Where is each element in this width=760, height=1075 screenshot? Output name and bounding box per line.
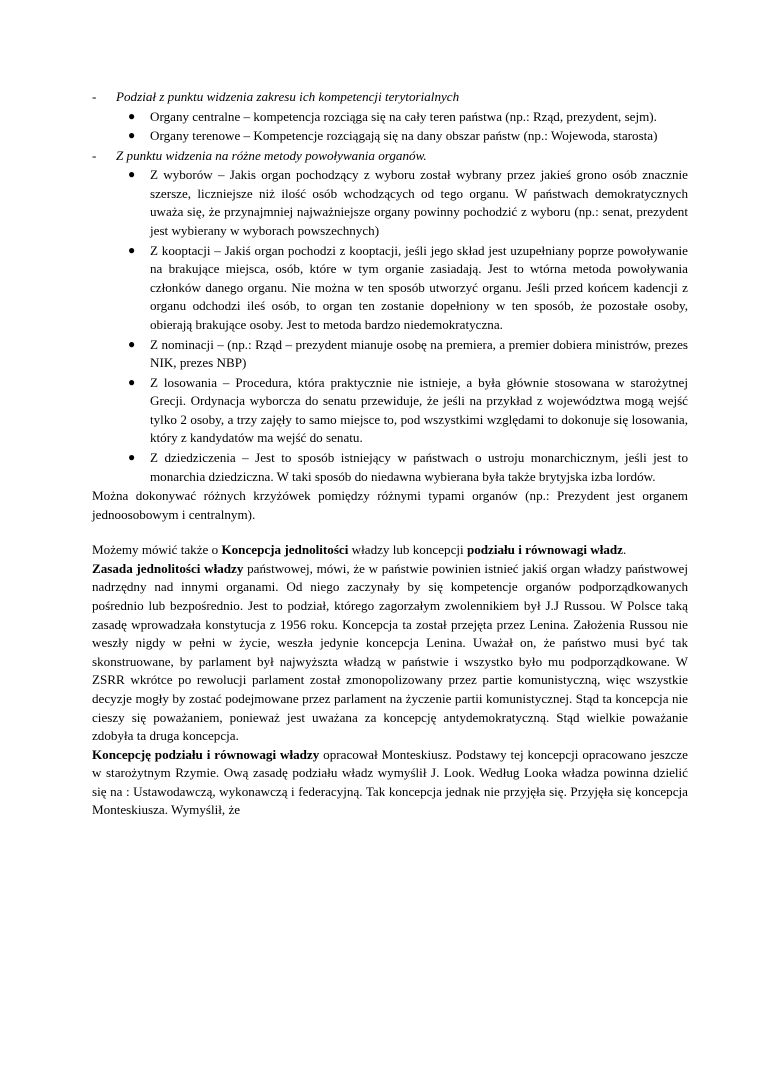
dot-bullet-icon: ●: [128, 128, 136, 143]
list-item-text: Z nominacji – (np.: Rząd – prezydent mianuje osobę na premiera, a premier dobiera ministrów, prezes NIK, prezes NBP): [150, 336, 688, 371]
dot-bullet-icon: ●: [128, 374, 136, 389]
section-heading: Z punktu widzenia na różne metody powoływania organów.: [116, 147, 427, 163]
list-item-text: Z dziedziczenia – Jest to sposób istniejący w państwach o ustroju monarchicznym, jeśli jest to monarchia dziedziczna. W taki sposób do niedawna wybierana była także brytyjska izba lordów.: [150, 449, 688, 484]
list-item: [128, 374, 688, 448]
run-text: państwowej, mówi, że w państwie powinien istnieć jakiś organ władzy państwowej nadrzędny nad innymi organami. Od niego zaczynały by się kompetencje organów podporządkowanych pośrednio lub bezpośrednio. Jest to podział, którego zagorzałym zwolennikiem był J.J Russou. W Polsce taką zasadę wprowadzała konstytucja z 1956 roku. Koncepcja ta został przejęta przez Lenina. Założenia Russou nie weszły nigdy w pełni w życie, weszła jedynie koncepcja Lenina. Uważał on, że państwo musi być tak skonstruowane, by parlament był najwyższta władzą w państwie i wszystko było mu podporządkowane. W ZSRR wkrótce po rewolucji parlament został zmonopolizowany przez partie komunistyczną, więc wszystkie decyzje mogły by zostać podejmowane przez parlament na życzenie partii komunistycznej. Stąd ta koncepcja nie cieszy się poważaniem, ponieważ jest uważana za koncepcję antydemokratyczną. Stąd wielkie poważanie zdobyła ta druga koncepcja.: [92, 560, 688, 744]
section-heading: Podział z punktu widzenia zakresu ich kompetencji terytorialnych: [116, 89, 460, 104]
dot-bullet-icon: ●: [128, 167, 136, 182]
list-item: [128, 336, 688, 373]
list-item-text: Z wyborów – Jakis organ pochodzący z wyboru został wybrany przez jakieś grono osób znacznie szersze, liczniejsze niż ilość osób wchodzących od tego organu. W państwach demokratycznych uważa się, że przynajmniej najważniejsze organy powinny pochodzić z wyboru (np.: senat, prezydent jest wybierany w wyborach powszechnych): [150, 167, 688, 239]
run-text: opracował Monteskiusz. Podstawy tej koncepcji opracowano jeszcze w starożytnym Rzymie. Ową zasadę podziału władz wymyślił J. Look. Według Looka władza powinna dzielić się na : Ustawodawczą, wykonawczą i federacyjną. Tak koncepcja jednak nie przyjęła się. Przyjęła się koncepcja Monteskiusza. Wymyślił, że: [92, 746, 688, 818]
document-body: [72, 88, 688, 820]
list-item: [128, 449, 688, 486]
run-bold: podziału i równowagi władz: [466, 542, 623, 558]
paragraph-spacer: [72, 524, 688, 541]
run-text: Możemy mówić także o: [92, 542, 222, 558]
list-item-dash: [92, 147, 688, 166]
dot-bullet-icon: ●: [128, 336, 136, 351]
paragraph-podzial: [92, 746, 688, 820]
run-bold: Koncepcję podziału i równowagi władzy: [92, 746, 320, 762]
dot-bullet-icon: ●: [128, 108, 136, 123]
list-item: [128, 108, 688, 127]
list-item-text: Z kooptacji – Jakiś organ pochodzi z kooptacji, jeśli jego skład jest uzupełniany poprze powoływanie na brakujące miejsca, osób, które w tym organie zasiadają. Jest to wtórna metoda powoływania członków danego organu. Nie można w ten sposób utworzyć organu. Jeśli przed końcem kadencji z organu odchodzi ileś osób, to organ ten zostanie dopełniony w ten sposób, że pozostałe osoby, obierają brakujące osoby. Jest to metoda bardzo niedemokratyczna.: [150, 242, 688, 332]
dot-bullet-icon: ●: [128, 242, 136, 257]
paragraph-jednolitosc: [92, 560, 688, 746]
dash-bullet-icon: -: [92, 89, 97, 104]
list-item: [128, 242, 688, 335]
dot-bullet-icon: ●: [128, 449, 136, 464]
closing-paragraph: Można dokonywać różnych krzyżówek pomiędzy różnymi typami organów (np.: Prezydent jest organem jednoosobowym i centralnym).: [92, 488, 688, 522]
dash-bullet-icon: -: [92, 147, 97, 163]
paragraph-concepts-intro: [92, 541, 688, 560]
run-text: .: [623, 542, 627, 558]
list-item-text: Organy centralne – kompetencja rozciąga się na cały teren państwa (np.: Rząd, prezydent, sejm).: [150, 108, 657, 124]
list-item: [128, 127, 688, 146]
run-bold: Zasada jednolitości władzy: [92, 560, 244, 576]
list-item-dash: [92, 88, 688, 107]
list-item-text: Z losowania – Procedura, która praktycznie nie istnieje, a była głównie stosowana w starożytnej Grecji. Ordynacja wyborcza do senatu przewiduje, że jeśli na przykład z województwa mogą wejść tylko 2 osoby, a trzy zajęły to samo miejsce to, pod wszystkimi względami to dokonuje się losowania, który z kandydatów ma wejść do senatu.: [150, 374, 688, 446]
list-item-text: Organy terenowe – Kompetencje rozciągają się na dany obszar państw (np.: Wojewoda, starosta): [150, 128, 658, 144]
run-bold: Koncepcja jednolitości: [221, 542, 349, 558]
list-item: [128, 166, 688, 240]
run-text: władzy lub koncepcji: [348, 542, 467, 558]
